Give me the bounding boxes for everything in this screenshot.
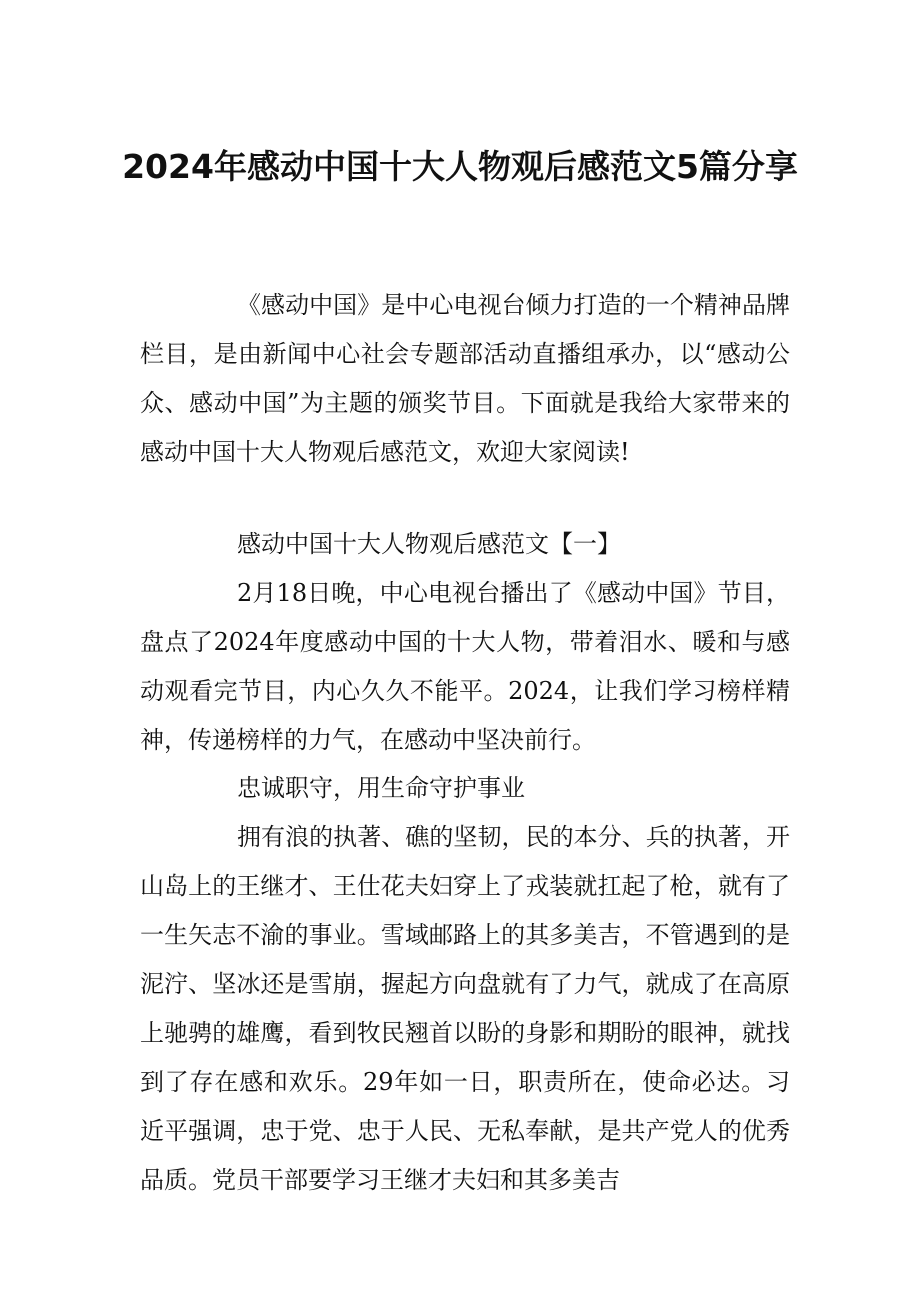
document-title: 2024年感动中国十大人物观后感范文5篇分享 — [122, 147, 798, 186]
section-heading: 感动中国十大人物观后感范文【一】 — [237, 530, 621, 558]
body-paragraph-1: 2月18日晚，中心电视台播出了《感动中国》节目，盘点了2024年度感动中国的十大人物，带着泪水、暖和与感动观看完节目，内心久久不能平。2024，让我们学习榜样精神，传递榜样的力气，在感动中坚决前行。 — [140, 579, 790, 754]
body-paragraph-2: 拥有浪的执著、礁的坚韧，民的本分、兵的执著，开山岛上的王继才、王仕花夫妇穿上了戎装就扛起了枪，就有了一生矢志不渝的事业。雪域邮路上的其多美吉，不管遇到的是泥泞、坚冰还是雪崩，握起方向盘就有了力气，就成了在高原上驰骋的雄鹰，看到牧民翘首以盼的身影和期盼的眼神，就找到了存在感和欢乐。29年如一日，职责所在，使命必达。习近平强调，忠于党、忠于人民、无私奉献，是共产党人的优秀品质。党员干部要学习王继才夫妇和其多美吉 — [140, 823, 790, 1194]
subheading: 忠诚职守，用生命守护事业 — [237, 774, 525, 802]
intro-paragraph: 《感动中国》是中心电视台倾力打造的一个精神品牌栏目，是由新闻中心社会专题部活动直播组承办，以“感动公众、感动中国”为主题的颁奖节目。下面就是我给大家带来的感动中国十大人物观后感范文，欢迎大家阅读! — [140, 291, 790, 466]
